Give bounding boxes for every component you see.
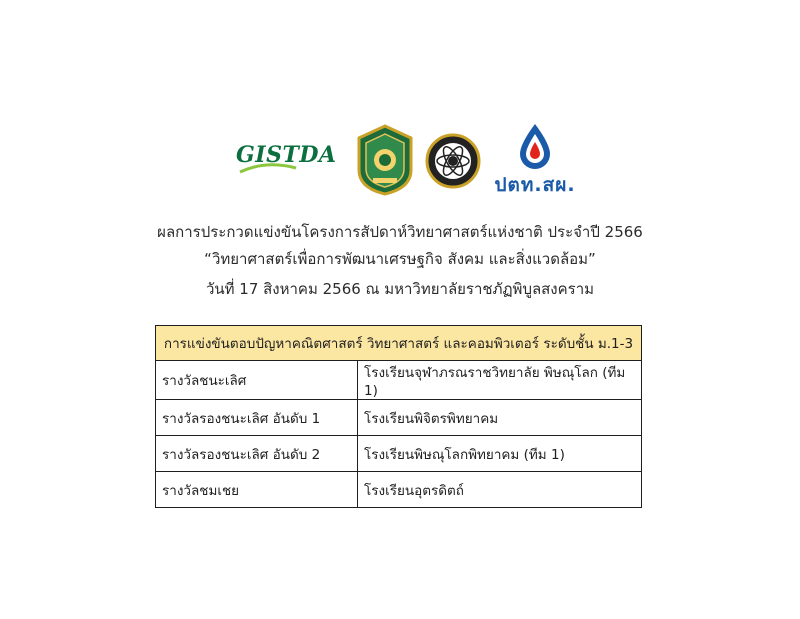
pttep-logo <box>490 122 580 202</box>
atom-seal-icon <box>425 130 481 192</box>
table-row <box>156 436 642 472</box>
school-cell: โรงเรียนจุฬาภรณราชวิทยาลัย พิษณุโลก (ทีม 1) <box>358 361 642 400</box>
university-seal-icon <box>355 124 415 196</box>
table-row <box>156 361 642 400</box>
school-cell: โรงเรียนพิษณุโลกพิทยาคม (ทีม 1) <box>358 436 642 472</box>
award-cell: รางวัลรองชนะเลิศ อันดับ 2 <box>156 436 358 472</box>
table-header: การแข่งขันตอบปัญหาคณิตศาสตร์ วิทยาศาสตร์ และคอมพิวเตอร์ ระดับชั้น ม.1-3 <box>156 326 642 361</box>
school-cell: โรงเรียนพิจิตรพิทยาคม <box>358 400 642 436</box>
award-cell: รางวัลรองชนะเลิศ อันดับ 1 <box>156 400 358 436</box>
gistda-logo-text: GISTDA <box>236 142 337 168</box>
heading-line-3: วันที่ 17 สิงหาคม 2566 ณ มหาวิทยาลัยราชภัฏพิบูลสงคราม <box>205 280 595 298</box>
table-row <box>156 400 642 436</box>
heading-line-2: “วิทยาศาสตร์เพื่อการพัฒนาเศรษฐกิจ สังคม และสิ่งแวดล้อม” <box>204 250 596 268</box>
logo-bar <box>0 120 800 200</box>
heading-line-1: ผลการประกวดแข่งขันโครงการสัปดาห์วิทยาศาสตร์แห่งชาติ ประจำปี 2566 <box>157 223 643 241</box>
science-society-logo <box>425 130 481 192</box>
table-header-row <box>156 326 642 361</box>
award-cell: รางวัลชนะเลิศ <box>156 361 358 400</box>
gistda-logo <box>236 142 351 182</box>
ptt-logo-text: ปตท.สผ. <box>494 174 576 196</box>
ptt-drop-icon <box>490 122 580 172</box>
results-table <box>155 325 642 508</box>
award-cell: รางวัลชมเชย <box>156 472 358 508</box>
table-row <box>156 472 642 508</box>
university-seal-logo <box>355 124 415 196</box>
school-cell: โรงเรียนอุตรดิตถ์ <box>358 472 642 508</box>
